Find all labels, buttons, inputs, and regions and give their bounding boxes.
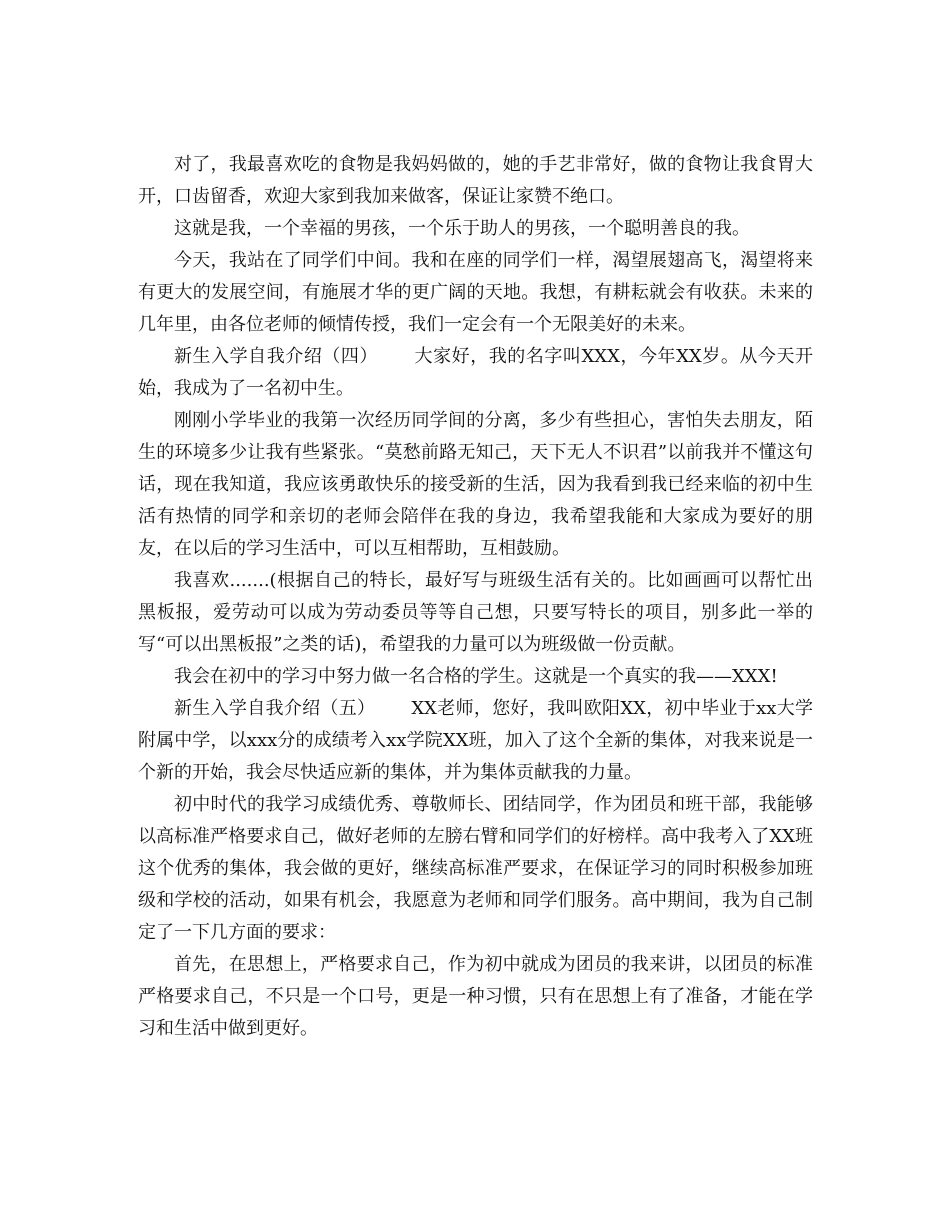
section-5-body: XX老师，您好，我叫欧阳XX，初中毕业于xx大学附属中学，以xxx分的成绩考入xx学院XX班，加入了这个全新的集体，对我来说是一个新的开始，我会尽快适应新的集体，并为集体贡献我的力量。 [138, 698, 814, 783]
paragraph: 今天，我站在了同学们中间。我和在座的同学们一样，渴望展翅高飞，渴望将来有更大的发展空间，有施展才华的更广阔的天地。我想，有耕耘就会有收获。未来的几年里，由各位老师的倾情传授，我们一定会有一个无限美好的未来。 [138, 250, 813, 335]
paragraph: 刚刚小学毕业的我第一次经历同学间的分离，多少有些担心，害怕失去朋友，陌生的环境多少让我有些紧张。“莫愁前路无知己，天下无人不识君”以前我并不懂这句话，现在我知道，我应该勇敢快乐的接受新的生活，因为我看到我已经来临的初中生活有热情的同学和亲切的老师会陪伴在我的身边，我希望我能和大家成为要好的朋友，在以后的学习生活中，可以互相帮助，互相鼓励。 [138, 410, 813, 559]
section-4-heading: 新生入学自我介绍（四） [174, 346, 379, 367]
paragraph: 这就是我，一个幸福的男孩，一个乐于助人的男孩，一个聪明善良的我。 [174, 218, 750, 239]
paragraph: 初中时代的我学习成绩优秀、尊敬师长、团结同学，作为团员和班干部，我能够以高标准严格要求自己，做好老师的左膀右臂和同学们的好榜样。高中我考入了XX班这个优秀的集体，我会做的更好，继续高标准严要求，在保证学习的同时积极参加班级和学校的活动，如果有机会，我愿意为老师和同学们服务。高中期间，我为自己制定了一下几方面的要求： [138, 794, 813, 943]
document-page [138, 149, 813, 1045]
section-5-paragraph [138, 693, 813, 789]
paragraph: 我喜欢.......(根据自己的特长，最好写与班级生活有关的。比如画画可以帮忙出黑板报，爱劳动可以成为劳动委员等等自己想，只要写特长的项目，别多此一举的写“可以出黑板报”之类的话)，希望我的力量可以为班级做一份贡献。 [138, 570, 813, 655]
section-5-heading: 新生入学自我介绍（五） [174, 698, 376, 719]
paragraph: 对了，我最喜欢吃的食物是我妈妈做的，她的手艺非常好，做的食物让我食胃大开，口齿留香，欢迎大家到我加来做客，保证让家赞不绝口。 [138, 154, 813, 207]
section-4-body: 大家好，我的名字叫XXX，今年XX岁。从今天开始，我成为了一名初中生。 [138, 346, 814, 399]
paragraph: 首先，在思想上，严格要求自己，作为初中就成为团员的我来讲，以团员的标准严格要求自己，不只是一个口号，更是一种习惯，只有在思想上有了准备，才能在学习和生活中做到更好。 [138, 954, 813, 1039]
section-4-paragraph [138, 341, 813, 405]
paragraph: 我会在初中的学习中努力做一名合格的学生。这就是一个真实的我——XXX! [174, 666, 778, 687]
